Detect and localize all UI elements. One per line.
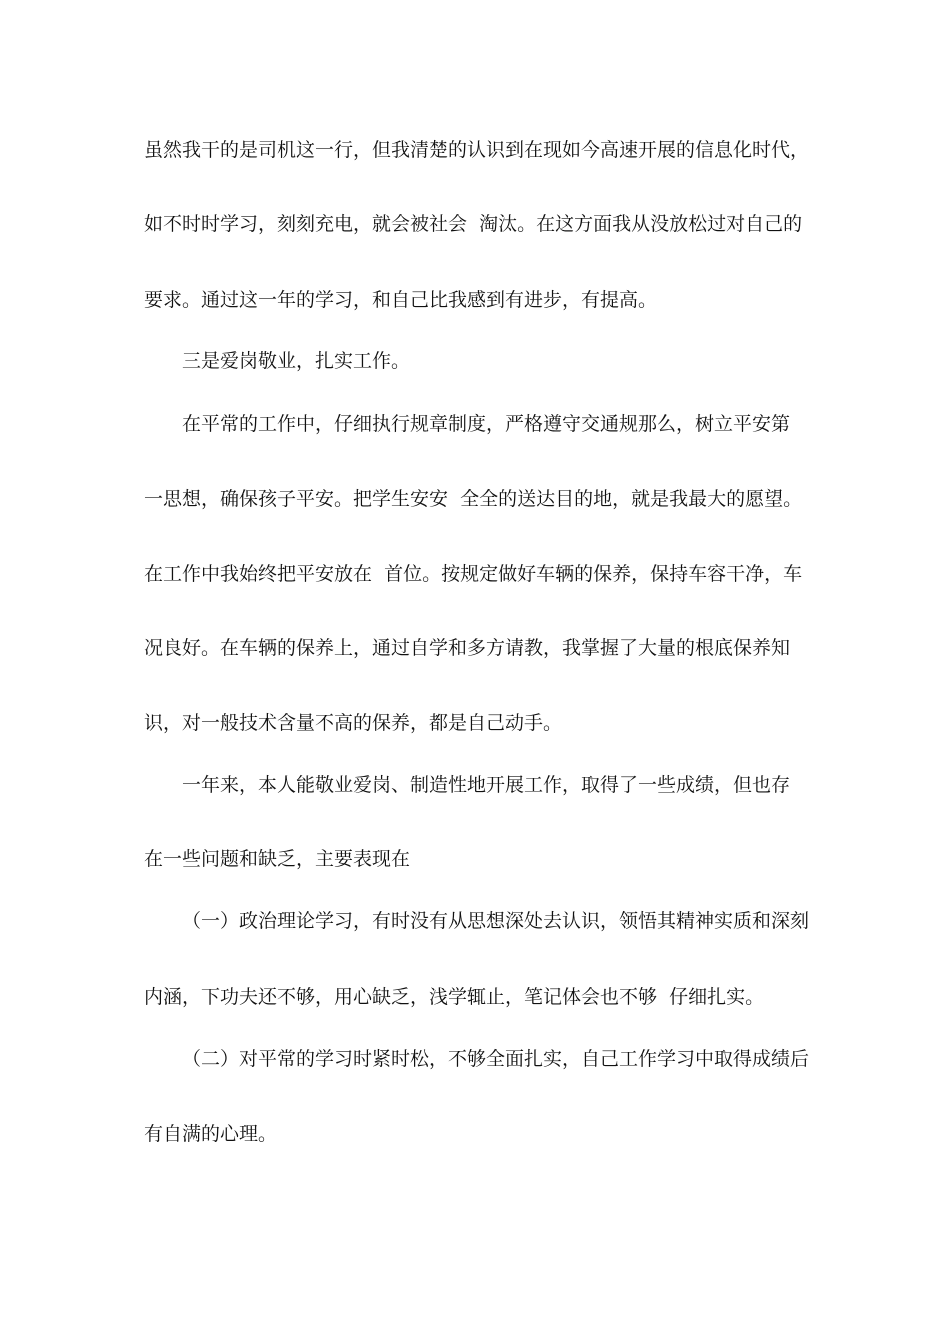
text-line-1: 虽然我干的是司机这一行，但我清楚的认识到在现如今高速开展的信息化时代，	[144, 139, 810, 161]
text-line-2: 如不时时学习，刻刻充电，就会被社会 淘汰。在这方面我从没放松过对自己的	[144, 213, 803, 235]
section-heading: 三是爱岗敬业，扎实工作。	[182, 350, 411, 372]
text-line-14: （二）对平常的学习时紧时松，不够全面扎实，自己工作学习中取得成绩后	[182, 1048, 810, 1070]
text-line-11: 在一些问题和缺乏，主要表现在	[144, 848, 411, 870]
text-line-3: 要求。通过这一年的学习，和自己比我感到有进步，有提高。	[144, 289, 658, 311]
text-line-12: （一）政治理论学习，有时没有从思想深处去认识，领悟其精神实质和深刻	[182, 910, 810, 932]
text-line-5: 在平常的工作中，仔细执行规章制度，严格遵守交通规那么，树立平安第	[182, 413, 791, 435]
text-line-9: 识，对一般技术含量不高的保养，都是自己动手。	[144, 712, 563, 734]
text-line-8: 况良好。在车辆的保养上，通过自学和多方请教，我掌握了大量的根底保养知	[144, 637, 791, 659]
text-line-10: 一年来，本人能敬业爱岗、制造性地开展工作，取得了一些成绩，但也存	[182, 774, 791, 796]
text-line-15: 有自满的心理。	[144, 1123, 278, 1145]
text-line-13: 内涵，下功夫还不够，用心缺乏，浅学辄止，笔记体会也不够 仔细扎实。	[144, 986, 765, 1008]
text-line-7: 在工作中我始终把平安放在 首位。按规定做好车辆的保养，保持车容干净，车	[144, 563, 803, 585]
text-line-6: 一思想，确保孩子平安。把学生安安 全全的送达目的地，就是我最大的愿望。	[144, 488, 803, 510]
